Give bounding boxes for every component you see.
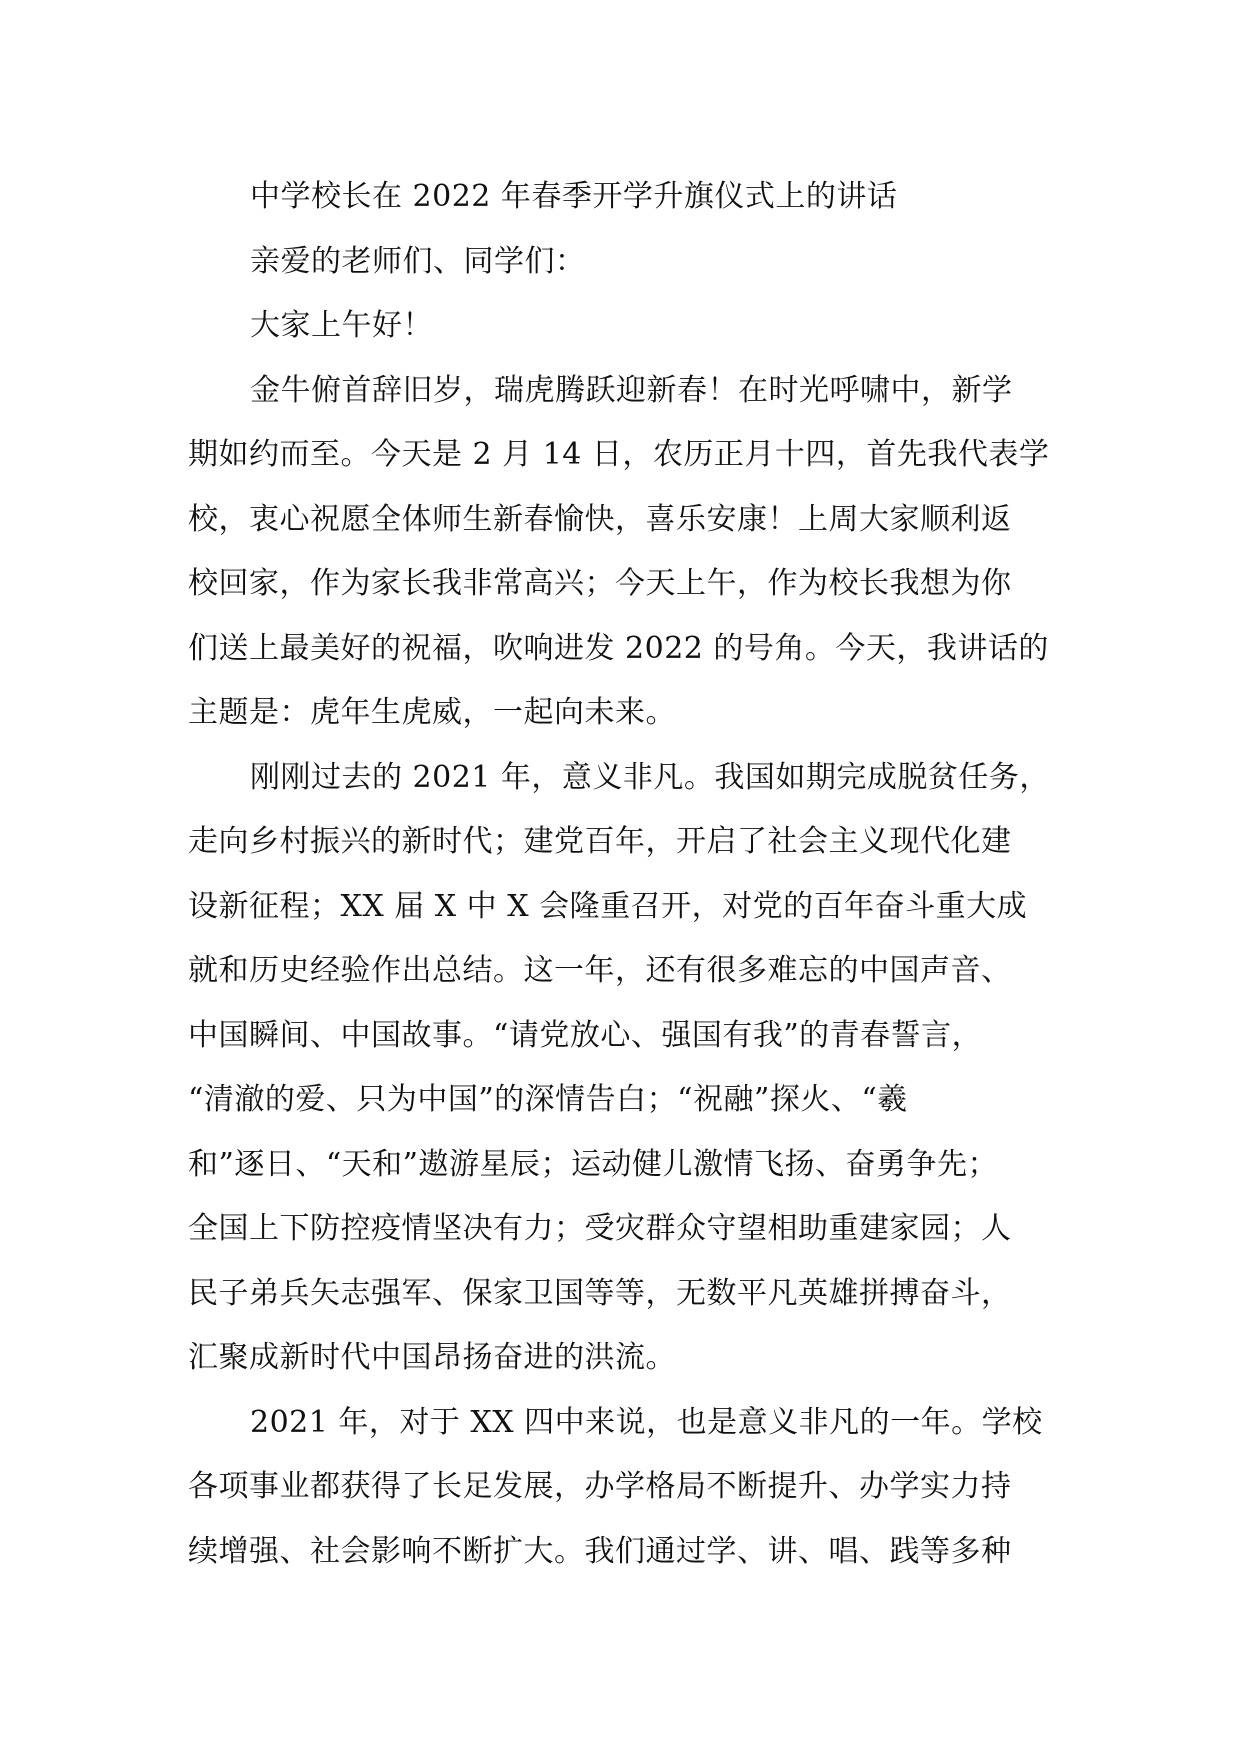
paragraph-line: 们送上最美好的祝福，吹响进发 2022 的号角。今天，我讲话的 (188, 630, 1049, 666)
paragraph-line: 就和历史经验作出总结。这一年，还有很多难忘的中国声音、 (188, 953, 1012, 988)
paragraph-line: “清澈的爱、只为中国”的深情告白；“祝融”探火、“羲 (188, 1082, 908, 1117)
paragraph-line: 校回家，作为家长我非常高兴；今天上午，作为校长我想为你 (188, 566, 1012, 601)
document-body (188, 165, 1054, 1584)
document-title: 中学校长在 2022 年春季开学升旗仪式上的讲话 (250, 179, 898, 214)
paragraph-line: 汇聚成新时代中国昂扬奋进的洪流。 (188, 1340, 676, 1375)
paragraph-line: 金牛俯首辞旧岁，瑞虎腾跃迎新春！在时光呼啸中，新学 (250, 372, 1013, 408)
paragraph-line: 民子弟兵矢志强军、保家卫国等等，无数平凡英雄拼搏奋斗， (188, 1275, 1012, 1311)
paragraph-line: 全国上下防控疫情坚决有力；受灾群众守望相助重建家园；人 (188, 1211, 1012, 1246)
paragraph-line: 设新征程；XX 届 X 中 X 会隆重召开，对党的百年奋斗重大成 (188, 888, 1028, 924)
salutation: 亲爱的老师们、同学们： (250, 243, 586, 279)
paragraph-line: 中国瞬间、中国故事。“请党放心、强国有我”的青春誓言， (188, 1017, 983, 1053)
paragraph-line: 走向乡村振兴的新时代；建党百年，开启了社会主义现代化建 (188, 824, 1012, 859)
paragraph-line: 2021 年，对于 XX 四中来说，也是意义非凡的一年。学校 (250, 1404, 1043, 1440)
paragraph-line: 各项事业都获得了长足发展，办学格局不断提升、办学实力持 (188, 1469, 1012, 1504)
paragraph-line: 和”逐日、“天和”遨游星辰；运动健儿激情飞扬、奋勇争先； (188, 1146, 999, 1182)
paragraph-line: 校，衷心祝愿全体师生新春愉快，喜乐安康！上周大家顺利返 (188, 501, 1012, 537)
paragraph-school-year (188, 1391, 1054, 1585)
greeting: 大家上午好！ (250, 308, 433, 343)
paragraph-2021-review (188, 746, 1054, 1391)
paragraph-opening (188, 359, 1054, 746)
paragraph-line: 刚刚过去的 2021 年，意义非凡。我国如期完成脱贫任务， (250, 759, 1050, 795)
paragraph-line: 期如约而至。今天是 2 月 14 日，农历正月十四，首先我代表学 (188, 437, 1050, 472)
paragraph-line: 续增强、社会影响不断扩大。我们通过学、讲、唱、践等多种 (188, 1533, 1012, 1569)
paragraph-line: 主题是：虎年生虎威，一起向未来。 (188, 695, 676, 730)
